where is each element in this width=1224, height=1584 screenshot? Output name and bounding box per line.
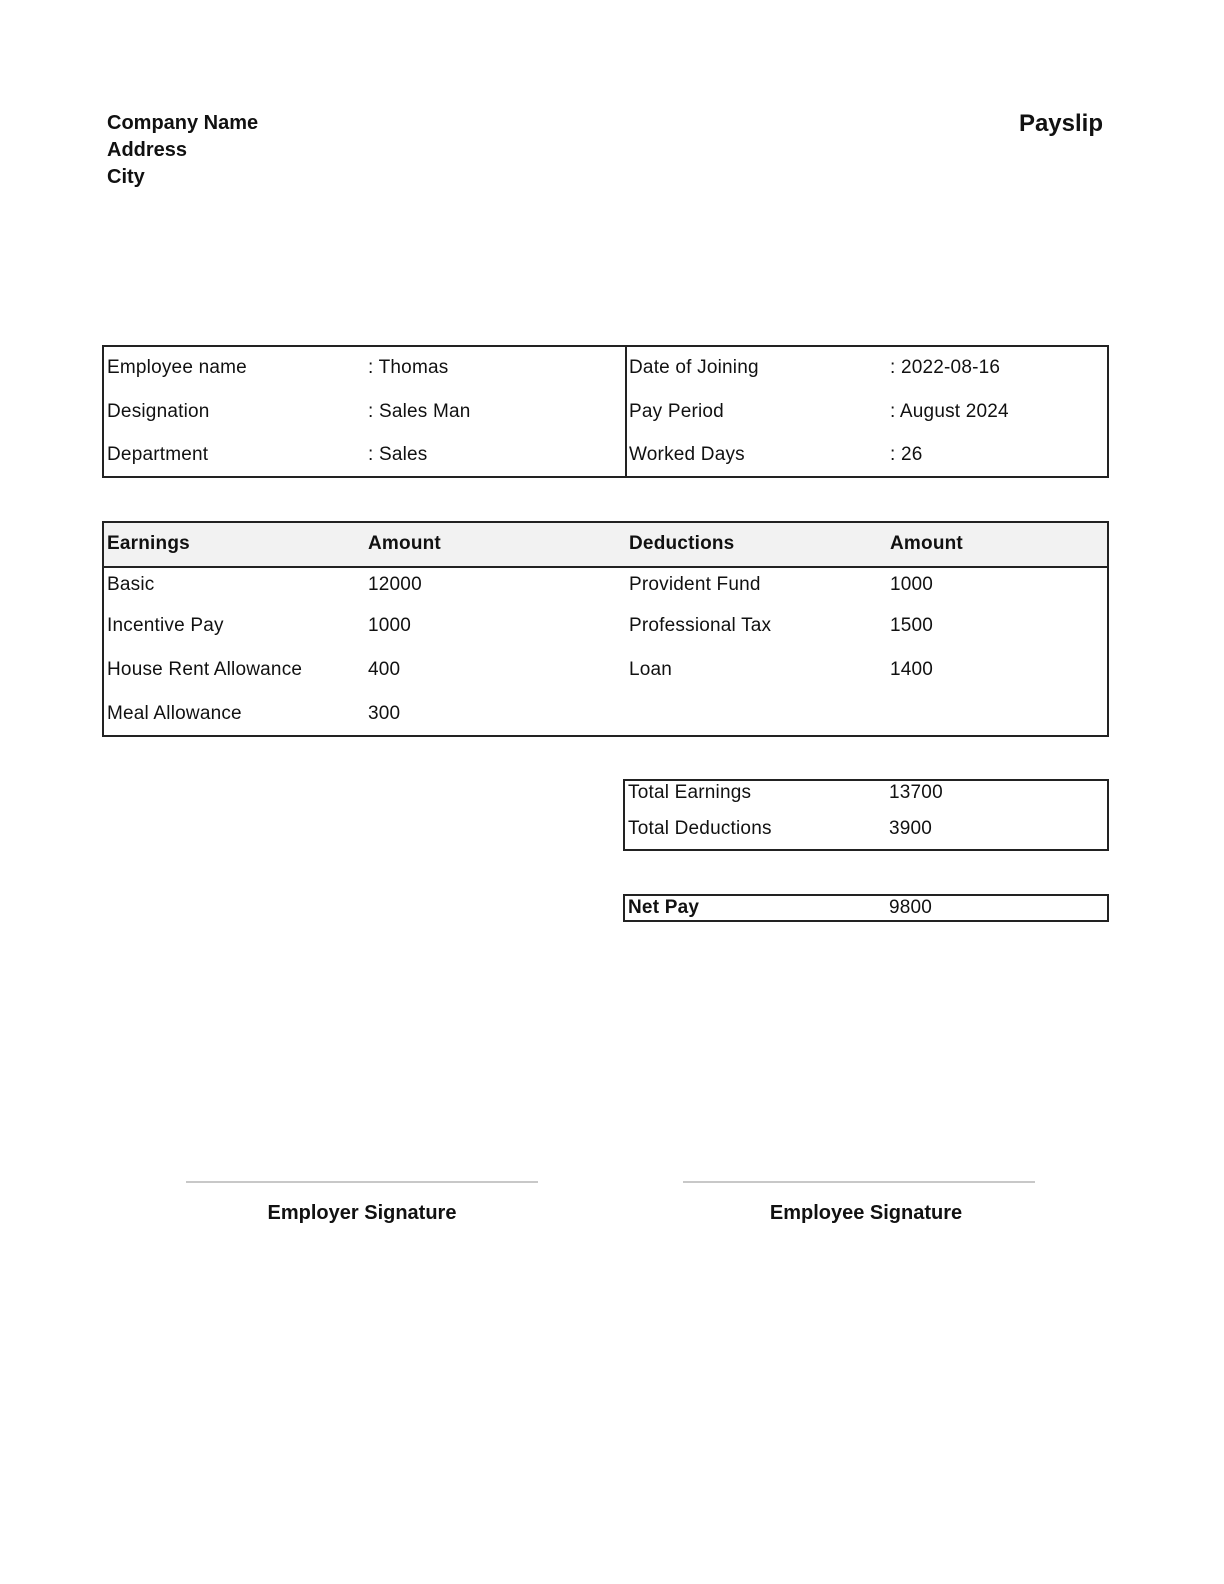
net-pay-value: 9800 [889, 897, 933, 918]
deduction-label: Professional Tax [629, 615, 772, 636]
company-city: City [107, 166, 145, 188]
total-deductions-label: Total Deductions [628, 818, 772, 839]
employee-name-label: Employee name [107, 357, 247, 378]
department-value: : Sales [368, 444, 428, 465]
deduction-amount: 1400 [890, 659, 934, 680]
deductions-header: Deductions [629, 533, 735, 554]
deductions-amount-header: Amount [890, 533, 963, 554]
earnings-deductions-table [102, 521, 1109, 737]
company-address: Address [107, 139, 188, 161]
earning-label: Basic [107, 574, 155, 595]
earning-label: Incentive Pay [107, 615, 224, 636]
total-deductions-value: 3900 [889, 818, 933, 839]
pay-period-label: Pay Period [629, 401, 724, 422]
net-pay-label: Net Pay [628, 897, 700, 918]
employee-signature-line [683, 1181, 1035, 1183]
earning-amount: 12000 [368, 574, 422, 595]
earnings-amount-header: Amount [368, 533, 441, 554]
employer-signature-line [186, 1181, 538, 1183]
net-pay-box [623, 894, 1109, 922]
pay-period-value: : August 2024 [890, 401, 1009, 422]
employer-signature-label: Employer Signature [267, 1202, 457, 1224]
deduction-label: Loan [629, 659, 673, 680]
total-earnings-value: 13700 [889, 782, 943, 803]
company-block [107, 110, 258, 191]
designation-value: : Sales Man [368, 401, 471, 422]
company-name: Company Name [107, 112, 259, 134]
document-title: Payslip [1018, 110, 1103, 137]
department-label: Department [107, 444, 209, 465]
designation-label: Designation [107, 401, 210, 422]
joining-date-value: : 2022-08-16 [890, 357, 1001, 378]
worked-days-value: : 26 [890, 444, 923, 465]
earning-amount: 400 [368, 659, 401, 680]
total-earnings-label: Total Earnings [628, 782, 752, 803]
employee-signature-label: Employee Signature [769, 1202, 963, 1224]
employee-info-box [102, 345, 1109, 478]
employee-name-value: : Thomas [368, 357, 449, 378]
totals-box [623, 779, 1109, 851]
column-divider [625, 347, 627, 476]
earning-label: House Rent Allowance [107, 659, 303, 680]
earning-amount: 1000 [368, 615, 412, 636]
worked-days-label: Worked Days [629, 444, 745, 465]
earning-amount: 300 [368, 703, 401, 724]
deduction-amount: 1500 [890, 615, 934, 636]
joining-date-label: Date of Joining [629, 357, 759, 378]
deduction-amount: 1000 [890, 574, 934, 595]
deduction-label: Provident Fund [629, 574, 761, 595]
earnings-header: Earnings [107, 533, 190, 554]
earning-label: Meal Allowance [107, 703, 242, 724]
